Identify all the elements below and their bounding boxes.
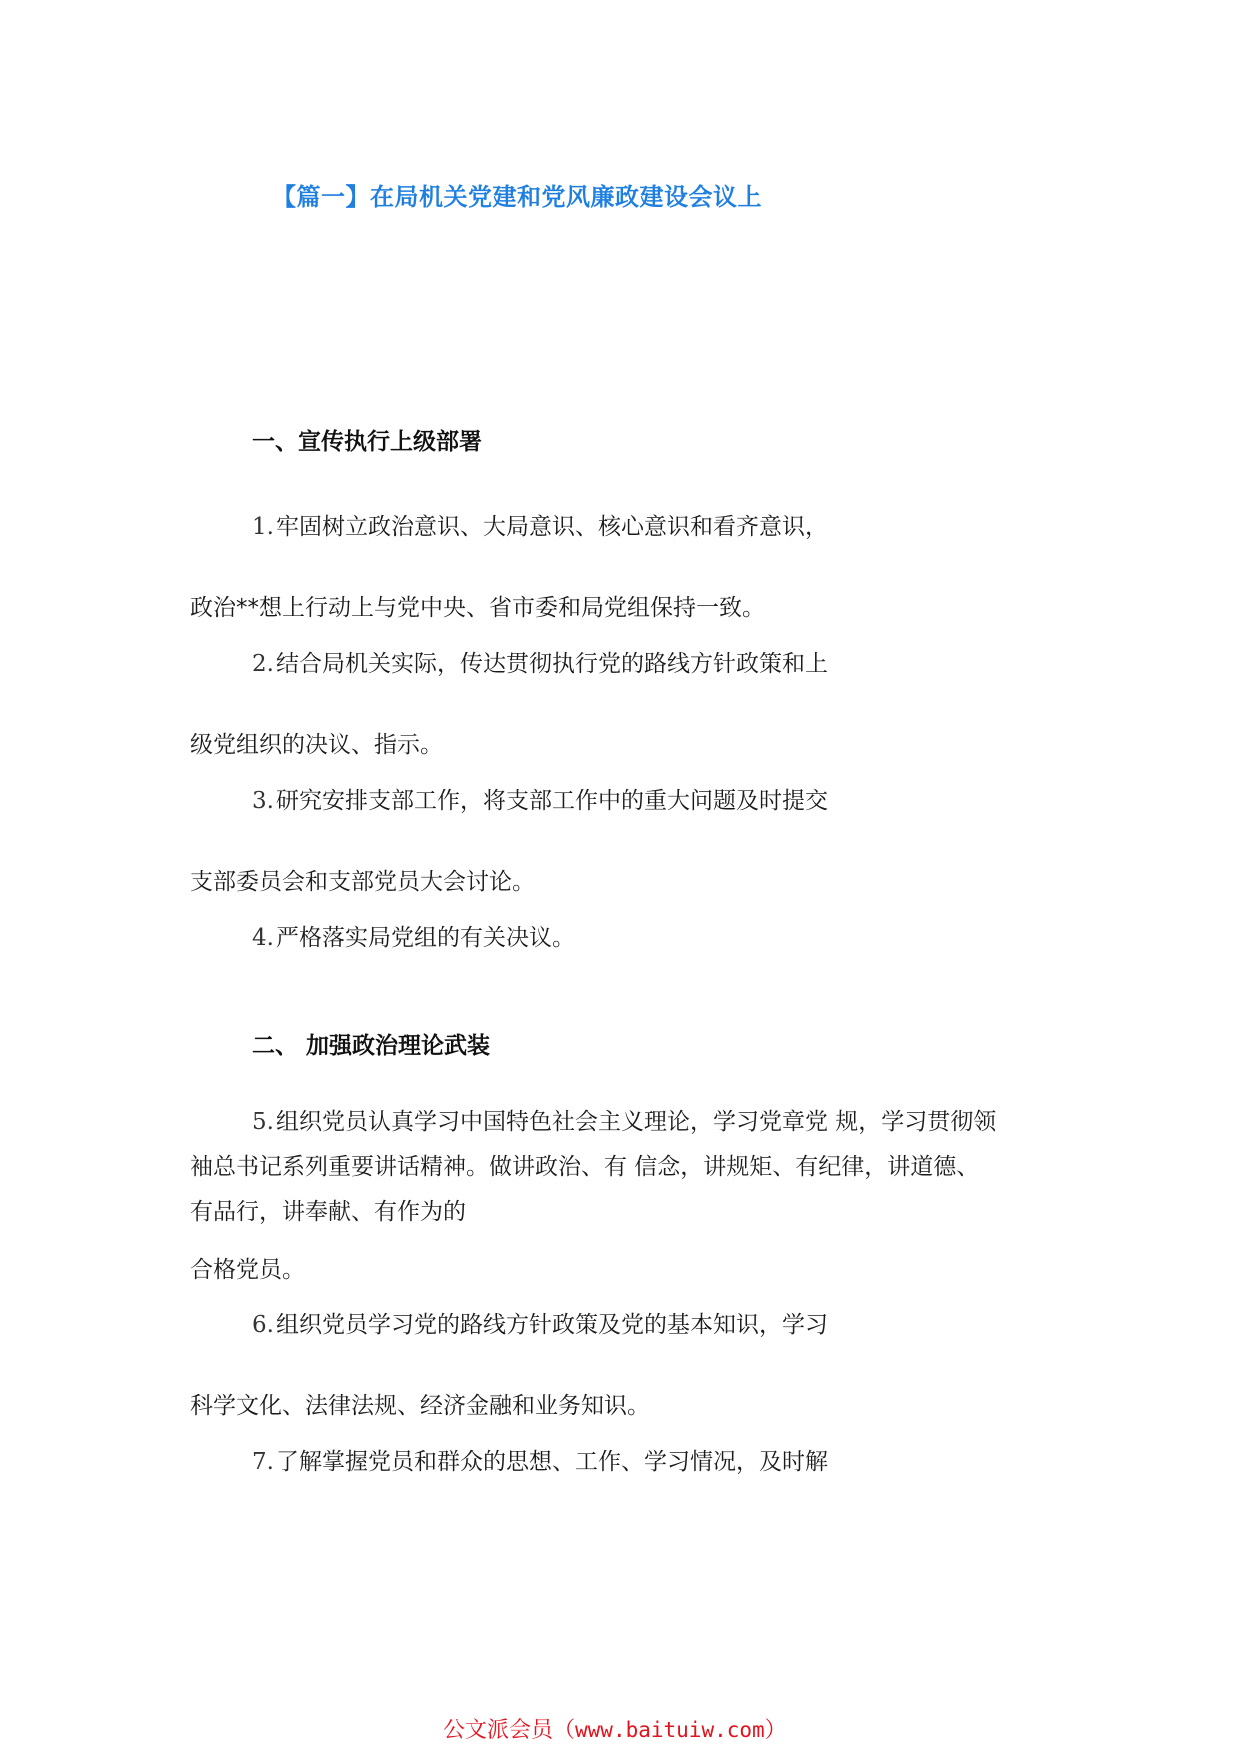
line-text: 政治**想上行动上与党中央、省市委和局党组保持一致。 [190,595,765,621]
item-number: 1. [252,514,274,540]
paragraph-line [190,1390,650,1422]
paragraph-line [252,1106,996,1138]
document-title: 【篇一】在局机关党建和党风廉政建设会议上 [272,183,762,211]
line-text: 有品行，讲奉献、有作为的 [190,1199,466,1225]
paragraph-line [190,729,443,761]
footer-close: ） [764,1718,787,1743]
line-text: 科学文化、法律法规、经济金融和业务知识。 [190,1393,650,1419]
item-number: 3. [252,788,274,814]
line-text: 牢固树立政治意识、大局意识、核心意识和看齐意识， [275,514,828,540]
footer-url: www.baituiw.com [575,1718,765,1742]
line-text: 合格党员。 [190,1257,305,1283]
section-heading-2: 二、 加强政治理论武装 [252,1033,491,1059]
paragraph-line [252,1309,828,1341]
paragraph-line [252,1446,828,1478]
paragraph-line [190,1254,305,1286]
line-text: 支部委员会和支部党员大会讨论。 [190,869,535,895]
item-number: 7. [252,1449,274,1475]
item-number: 5. [252,1109,274,1135]
paragraph-line [190,866,535,898]
line-text: 严格落实局党组的有关决议。 [275,925,575,951]
paragraph-line [252,785,828,817]
line-text: 袖总书记系列重要讲话精神。做讲政治、有 信念，讲规矩、有纪律，讲道德、 [190,1154,980,1180]
item-number: 6. [252,1312,274,1338]
section-heading-1: 一、宣传执行上级部署 [252,429,482,455]
item-number: 4. [252,925,274,951]
line-text: 组织党员学习党的路线方针政策及党的基本知识，学习 [275,1312,828,1338]
line-text: 结合局机关实际，传达贯彻执行党的路线方针政策和上 [275,651,828,677]
item-number: 2. [252,651,274,677]
paragraph-line [252,648,828,680]
line-text: 级党组织的决议、指示。 [190,732,443,758]
line-text: 组织党员认真学习中国特色社会主义理论，学习党章党 规，学习贯彻领 [275,1109,997,1135]
footer-watermark [443,1713,787,1744]
paragraph-line [190,592,765,624]
paragraph-line [252,922,575,954]
line-text: 了解掌握党员和群众的思想、工作、学习情况，及时解 [275,1449,828,1475]
footer-label: 公文派会员（ [443,1718,576,1743]
paragraph-line [190,1196,466,1228]
paragraph-line [252,511,828,543]
paragraph-line [190,1151,979,1183]
line-text: 研究安排支部工作，将支部工作中的重大问题及时提交 [275,788,828,814]
